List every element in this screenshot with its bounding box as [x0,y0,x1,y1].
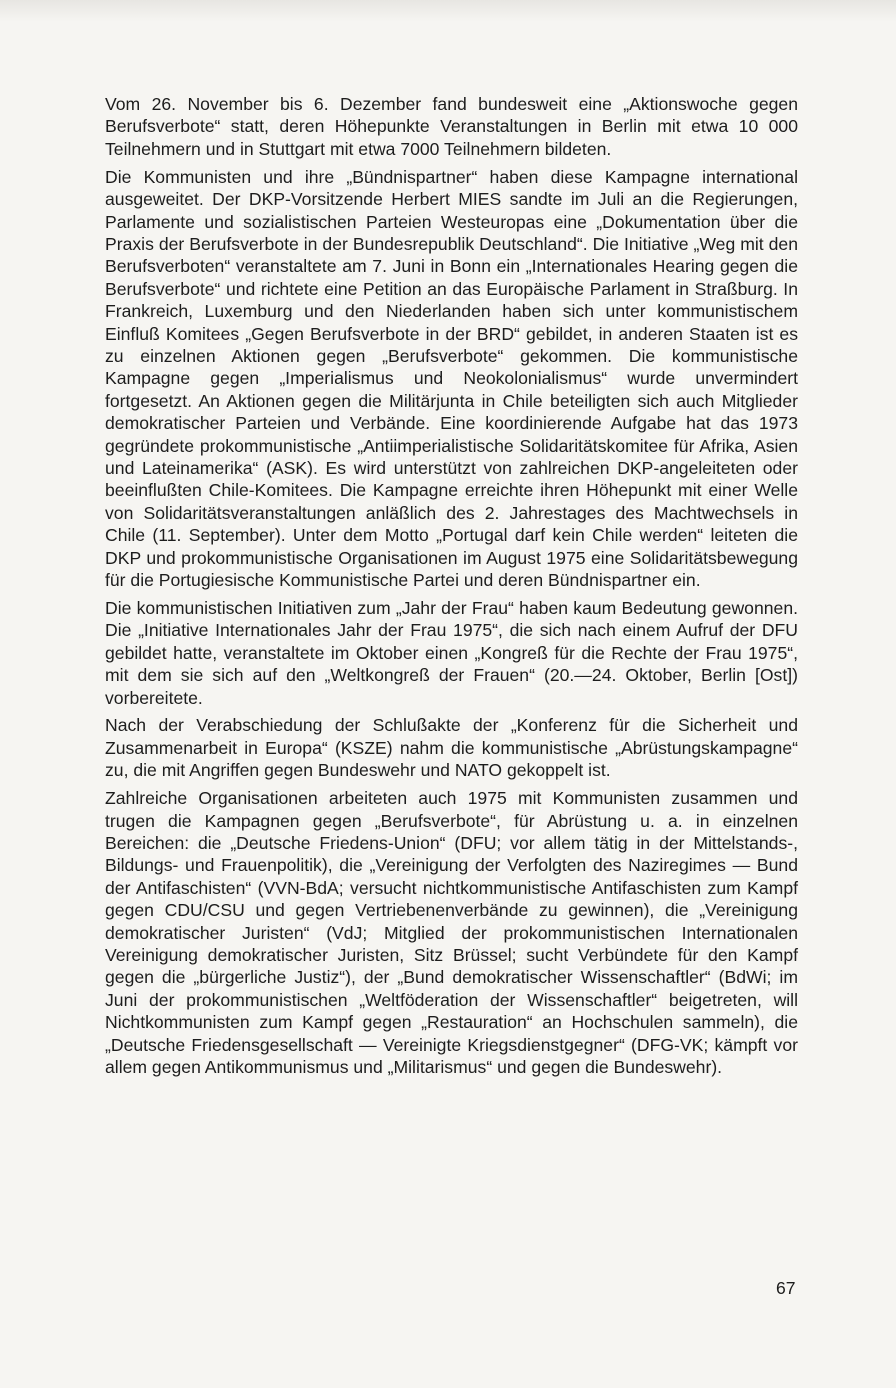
body-text [105,93,798,1084]
paragraph-aktionswoche: Vom 26. November bis 6. Dezember fand bundesweit eine „Aktionswoche gegen Berufsverbote“ statt, deren Höhepunkte Veranstaltungen in Berlin mit etwa 10 000 Teilnehmern und in Stuttgart mit etwa 7000 Teilnehmern bildeten. [105,94,798,159]
page-number: 67 [776,1278,796,1298]
paragraph-kampagne-international: Die Kommunisten und ihre „Bündnispartner“ haben diese Kampagne international ausgeweitet. Der DKP-Vorsitzende Herbert MIES sandte im Juli an die Regierungen, Parlamente und sozialistischen Parteien Westeuropas eine „Dokumentation über die Praxis der Berufsverbote in der Bundesrepublik Deutschland“. Die Initiative „Weg mit den Berufsverboten“ veranstaltete am 7. Juni in Bonn ein „Internationales Hearing gegen die Berufsverbote“ und richtete eine Petition an das Europäische Parlament in Straßburg. In Frankreich, Luxemburg und den Niederlanden haben sich unter kommunistischem Einfluß Komitees „Gegen Berufsverbote in der BRD“ gebildet, in anderen Staaten ist es zu einzelnen Aktionen gegen „Berufsverbote“ gekommen. Die kommunistische Kampagne gegen „Imperialismus und Neokolonialismus“ wurde unvermindert fortgesetzt. An Aktionen gegen die Militärjunta in Chile beteiligten sich auch Mitglieder demokratischer Parteien und Verbände. Eine koordinierende Aufgabe hat das 1973 gegründete prokommunistische „Antiimperialistische Solidaritätskomitee für Afrika, Asien und Lateinamerika“ (ASK). Es wird unterstützt von zahlreichen DKP-angeleiteten oder beeinflußten Chile-Komitees. Die Kampagne erreichte ihren Höhepunkt mit einer Welle von Solidaritätsveranstaltungen anläßlich des 2. Jahrestages des Machtwechsels in Chile (11. September). Unter dem Motto „Portugal darf kein Chile werden“ leiteten die DKP und prokommunistische Organisationen im August 1975 eine Solidaritätsbewegung für die Portugiesische Kommunistische Partei und deren Bündnispartner ein. [105,166,798,591]
paragraph-organisationen: Zahlreiche Organisationen arbeiteten auch 1975 mit Kommunisten zusammen und trugen die Kampagnen gegen „Berufsverbote“, für Abrüstung u. a. in einzelnen Bereichen: die „Deutsche Friedens-Union“ (DFU; vor allem tätig in der Mittelstands-, Bildungs- und Frauenpolitik), die „Vereinigung der Verfolgten des Naziregimes — Bund der Antifaschisten“ (VVN-BdA; versucht nichtkommunistische Antifaschisten zum Kampf gegen CDU/CSU und gegen Vertriebenenverbände zu gewinnen), die „Vereinigung demokratischer Juristen“ (VdJ; Mitglied der prokommunistischen Internationalen Vereinigung demokratischer Juristen, Sitz Brüssel; sucht Verbündete für den Kampf gegen die „bürgerliche Justiz“), der „Bund demokratischer Wissenschaftler“ (BdWi; im Juni der prokommunistischen „Weltföderation der Wissenschaftler“ beigetreten, will Nichtkommunisten zum Kampf gegen „Restauration“ an Hochschulen sammeln), die „Deutsche Friedensgesellschaft — Vereinigte Kriegsdienstgegner“ (DFG-VK; kämpft vor allem gegen Antikommunismus und „Militarismus“ und gegen die Bundeswehr). [105,788,798,1078]
paragraph-jahr-der-frau: Die kommunistischen Initiativen zum „Jahr der Frau“ haben kaum Bedeutung gewonnen. Die „Initiative Internationales Jahr der Frau 1975“, die sich nach einem Aufruf der DFU gebildet hatte, veranstaltete im Oktober einen „Kongreß für die Rechte der Frau 1975“, mit dem sie sich auf den „Weltkongreß der Frauen“ (20.—24. Oktober, Berlin [Ost]) vorbereitete. [105,597,798,708]
scan-top-edge [0,0,896,22]
paragraph-ksze: Nach der Verabschiedung der Schlußakte der „Konferenz für die Sicherheit und Zusammenarbeit in Europa“ (KSZE) nahm die kommunistische „Abrüstungskampagne“ zu, die mit Angriffen gegen Bundeswehr und NATO gekoppelt ist. [105,715,798,781]
